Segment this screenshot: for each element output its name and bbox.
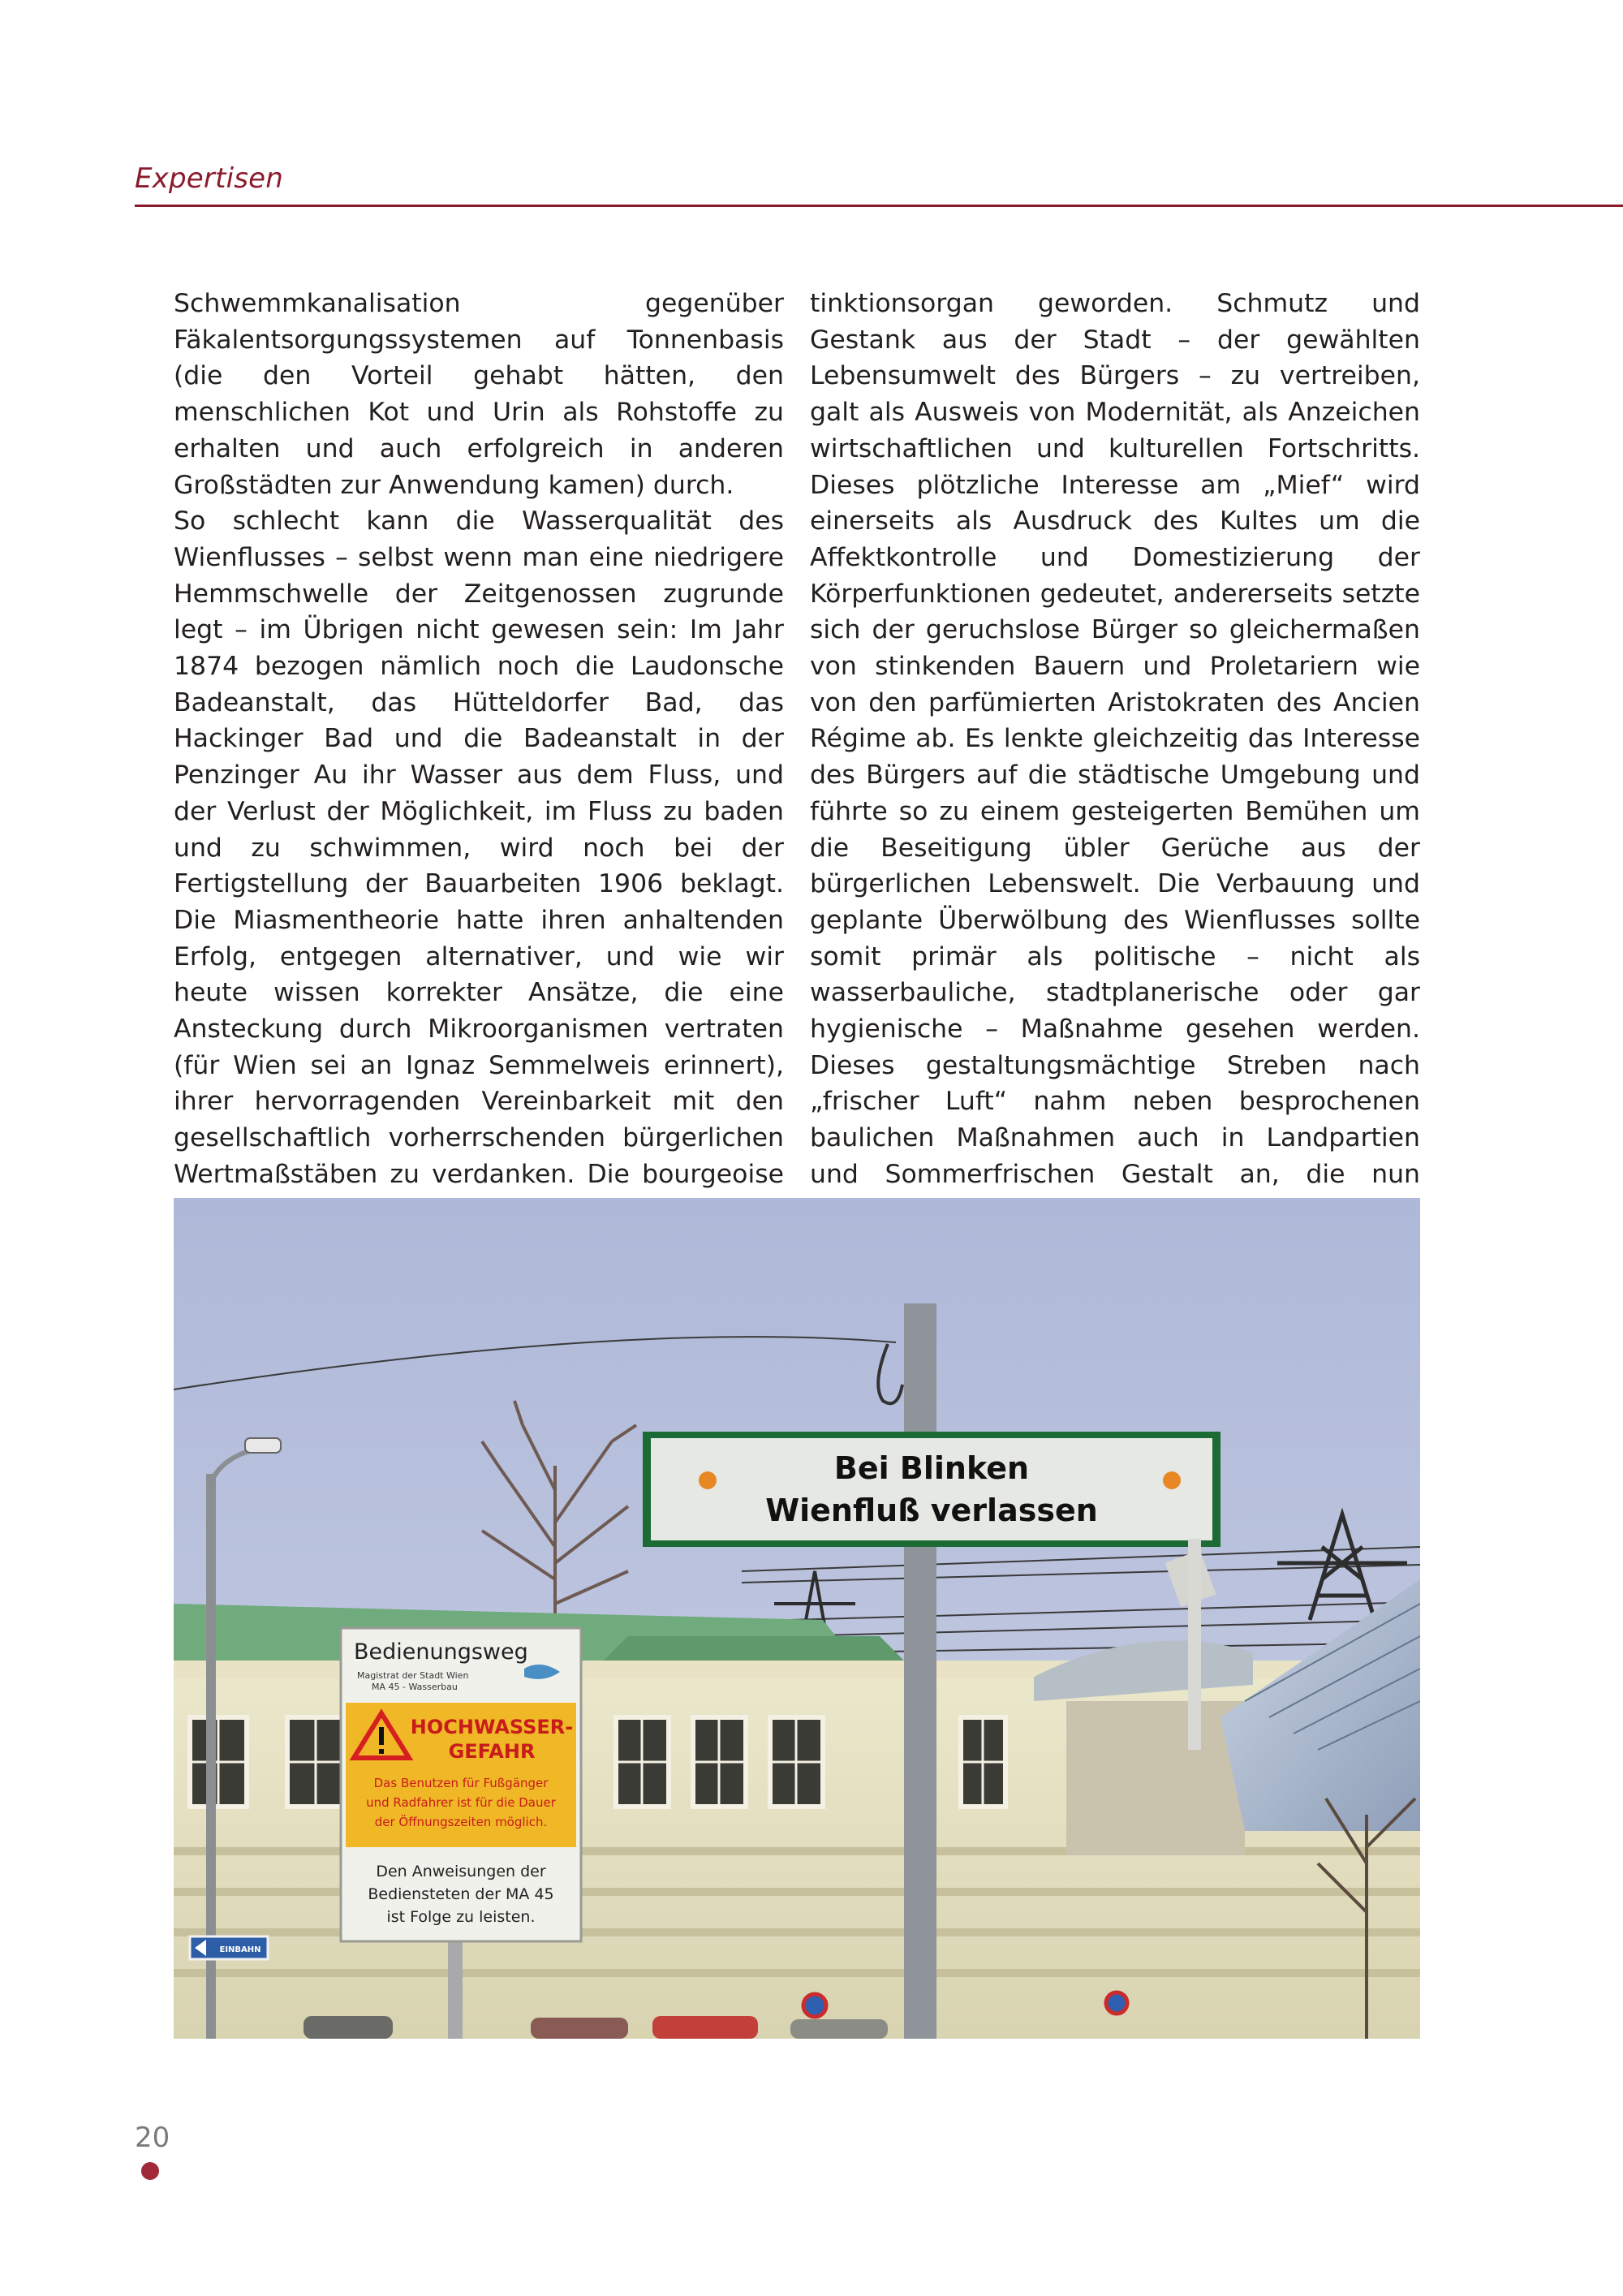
paragraph: tinktionsorgan geworden. Schmutz und Gestank aus der Stadt – der gewählten Lebensumwelt des Bürgers – zu vertreiben, galt als Ausweis von Modernität, als Anzeichen wirtschaftlichen und kulturellen Fortschritts. Dieses plötzliche Interesse am „Mief“ wird einerseits als Ausdruck des Kultes um die Affektkontrolle und Domestizierung der Körperfunktionen gedeutet, andererseits setzte sich der geruchslose Bürger so gleichermaßen von stinkenden Bauern und Proletariern wie von den parfümierten Aristokraten des Ancien Régime ab. Es lenkte gleichzeitig das Interesse des Bürgers auf die städtische Umgebung und führte so zu einem gesteigerten Bemühen um die Beseitigung übler Gerüche aus der bürgerlichen Lebenswelt. Die Verbauung und geplante Überwölbung des Wienflusses sollte somit primär als politische – nicht als wasserbauliche, stadtplanerische oder gar hygienische – Maßnahme gesehen werden. Dieses gestaltungsmächtige Streben nach „frischer Luft“ nahm neben besprochenen baulichen Maßnahmen auch in Landpartien und Sommerfrischen Gestalt an, die nun [810, 289, 1420, 1189]
parked-cars [304, 2016, 888, 2039]
wienfluss-photo [174, 1198, 1420, 2039]
big-sign [643, 1432, 1220, 1547]
big-sign-line-2: Wienfluß verlassen [765, 1493, 1098, 1528]
service-sign-title: Bedienungsweg [354, 1639, 528, 1665]
instruction-line-3: ist Folge zu leisten. [386, 1908, 536, 1926]
flood-warning-line-1: HOCHWASSER- [410, 1716, 574, 1738]
service-sign-authority-2: MA 45 - Wasserbau [372, 1682, 458, 1692]
page-number: 20 [135, 2122, 170, 2154]
instruction-line-2: Bediensteten der MA 45 [368, 1885, 554, 1903]
page-marker-dot [141, 2162, 159, 2180]
no-parking-sign [1106, 1992, 1127, 2014]
one-way-sign [190, 1936, 268, 1959]
flood-warning-line-2: GEFAHR [448, 1740, 536, 1763]
paragraph: Schwemmkanalisation gegenüber Fäkalentsorgungssystemen auf Tonnenbasis (die den Vorteil gehabt hätten, den menschlichen Kot und Urin als Rohstoffe zu erhalten und auch erfolgreich in anderen Großstädten zur Anwendung kamen) durch. [174, 289, 784, 500]
left-text-column [174, 286, 784, 1265]
right-text-column [810, 286, 1420, 1265]
no-stopping-sign [803, 1994, 826, 2017]
service-sign [341, 1628, 581, 1941]
instruction-line-1: Den Anweisungen der [376, 1863, 546, 1880]
big-sign-line-1: Bei Blinken [833, 1450, 1030, 1486]
paragraph: So schlecht kann die Wasserqualität des Wienflusses – selbst wenn man eine niedrigere Hemmschwelle der Zeitgenossen zugrunde legt – im Übrigen nicht gewesen sein: Im Jahr 1874 bezogen nämlich noch die Laudonsche Badeanstalt, das Hütteldorfer Bad, das Hackinger Bad und die Badeanstalt in der Penzinger Au ihr Wasser aus dem Fluss, und der Verlust der Möglichkeit, im Fluss zu baden und zu schwimmen, wird noch bei der Fertigstellung der Bauarbeiten 1906 beklagt. Die Miasmentheorie hatte ihren anhaltenden Erfolg, entgegen alternativer, und wie wir heute wissen korrekter Ansätze, die eine Ansteckung durch Mikroorganismen vertraten (für Wien sei an Ignaz Semmelweis erinnert), ihrer hervorragenden Vereinbarkeit mit den gesellschaftlich vorherrschenden bürgerlichen Wertmaßstäben zu verdanken. Die bourgeoise [174, 506, 784, 1189]
sign-pole [904, 1303, 936, 2039]
header-rule [135, 205, 1623, 207]
service-sign-authority-1: Magistrat der Stadt Wien [357, 1670, 469, 1681]
notice-line-3: der Öffnungszeiten möglich. [374, 1815, 548, 1829]
one-way-sign-label: EINBAHN [219, 1945, 261, 1954]
notice-line-2: und Radfahrer ist für die Dauer [366, 1795, 556, 1810]
section-header: Expertisen [135, 162, 284, 195]
notice-line-1: Das Benutzen für Fußgänger [373, 1776, 549, 1790]
